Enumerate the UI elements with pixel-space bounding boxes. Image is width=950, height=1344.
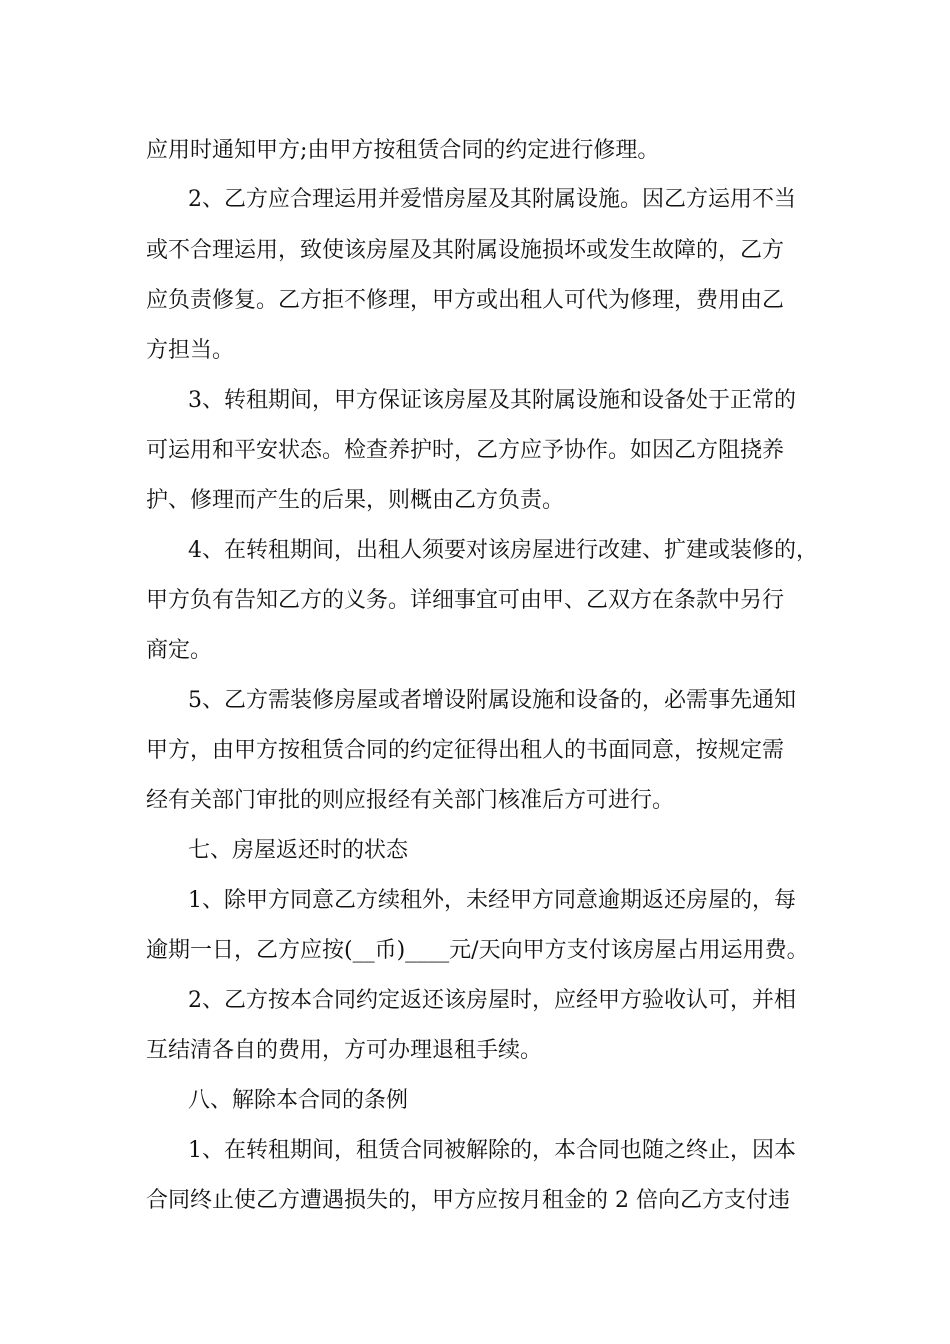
section-heading: 八、解除本合同的条例 <box>188 1088 409 1113</box>
text-line: 逾期一日，乙方应按(__币)____元/天向甲方支付该房屋占用运用费。 <box>146 938 809 963</box>
text-line: 3、转租期间，甲方保证该房屋及其附属设施和设备处于正常的 <box>188 388 796 413</box>
text-line: 可运用和平安状态。检查养护时，乙方应予协作。如因乙方阻挠养 <box>146 438 785 463</box>
text-line: 甲方负有告知乙方的义务。详细事宜可由甲、乙双方在条款中另行 <box>146 588 785 613</box>
text-line: 或不合理运用，致使该房屋及其附属设施损坏或发生故障的，乙方 <box>146 238 785 263</box>
text-line: 合同终止使乙方遭遇损失的，甲方应按月租金的 2 倍向乙方支付违 <box>146 1188 790 1213</box>
text-line: 1、除甲方同意乙方续租外，未经甲方同意逾期返还房屋的，每 <box>188 888 796 913</box>
text-line: 2、乙方按本合同约定返还该房屋时，应经甲方验收认可，并相 <box>188 988 796 1013</box>
text-line: 1、在转租期间，租赁合同被解除的，本合同也随之终止，因本 <box>188 1138 796 1163</box>
text-line: 甲方，由甲方按租赁合同的约定征得出租人的书面同意，按规定需 <box>146 738 785 763</box>
section-heading: 七、房屋返还时的状态 <box>188 838 409 863</box>
text-line: 经有关部门审批的则应报经有关部门核准后方可进行。 <box>146 788 675 813</box>
text-line: 4、在转租期间，出租人须要对该房屋进行改建、扩建或装修的， <box>188 538 818 563</box>
text-line: 商定。 <box>146 638 213 663</box>
text-line: 2、乙方应合理运用并爱惜房屋及其附属设施。因乙方运用不当 <box>188 187 796 212</box>
text-line: 互结清各自的费用，方可办理退租手续。 <box>146 1038 543 1063</box>
text-line: 护、修理而产生的后果，则概由乙方负责。 <box>146 488 565 513</box>
text-line: 5、乙方需装修房屋或者增设附属设施和设备的，必需事先通知 <box>188 688 796 713</box>
text-line: 应负责修复。乙方拒不修理，甲方或出租人可代为修理，费用由乙 <box>146 288 785 313</box>
text-line: 方担当。 <box>146 338 235 363</box>
text-line: 应用时通知甲方;由甲方按租赁合同的约定进行修理。 <box>146 138 660 163</box>
